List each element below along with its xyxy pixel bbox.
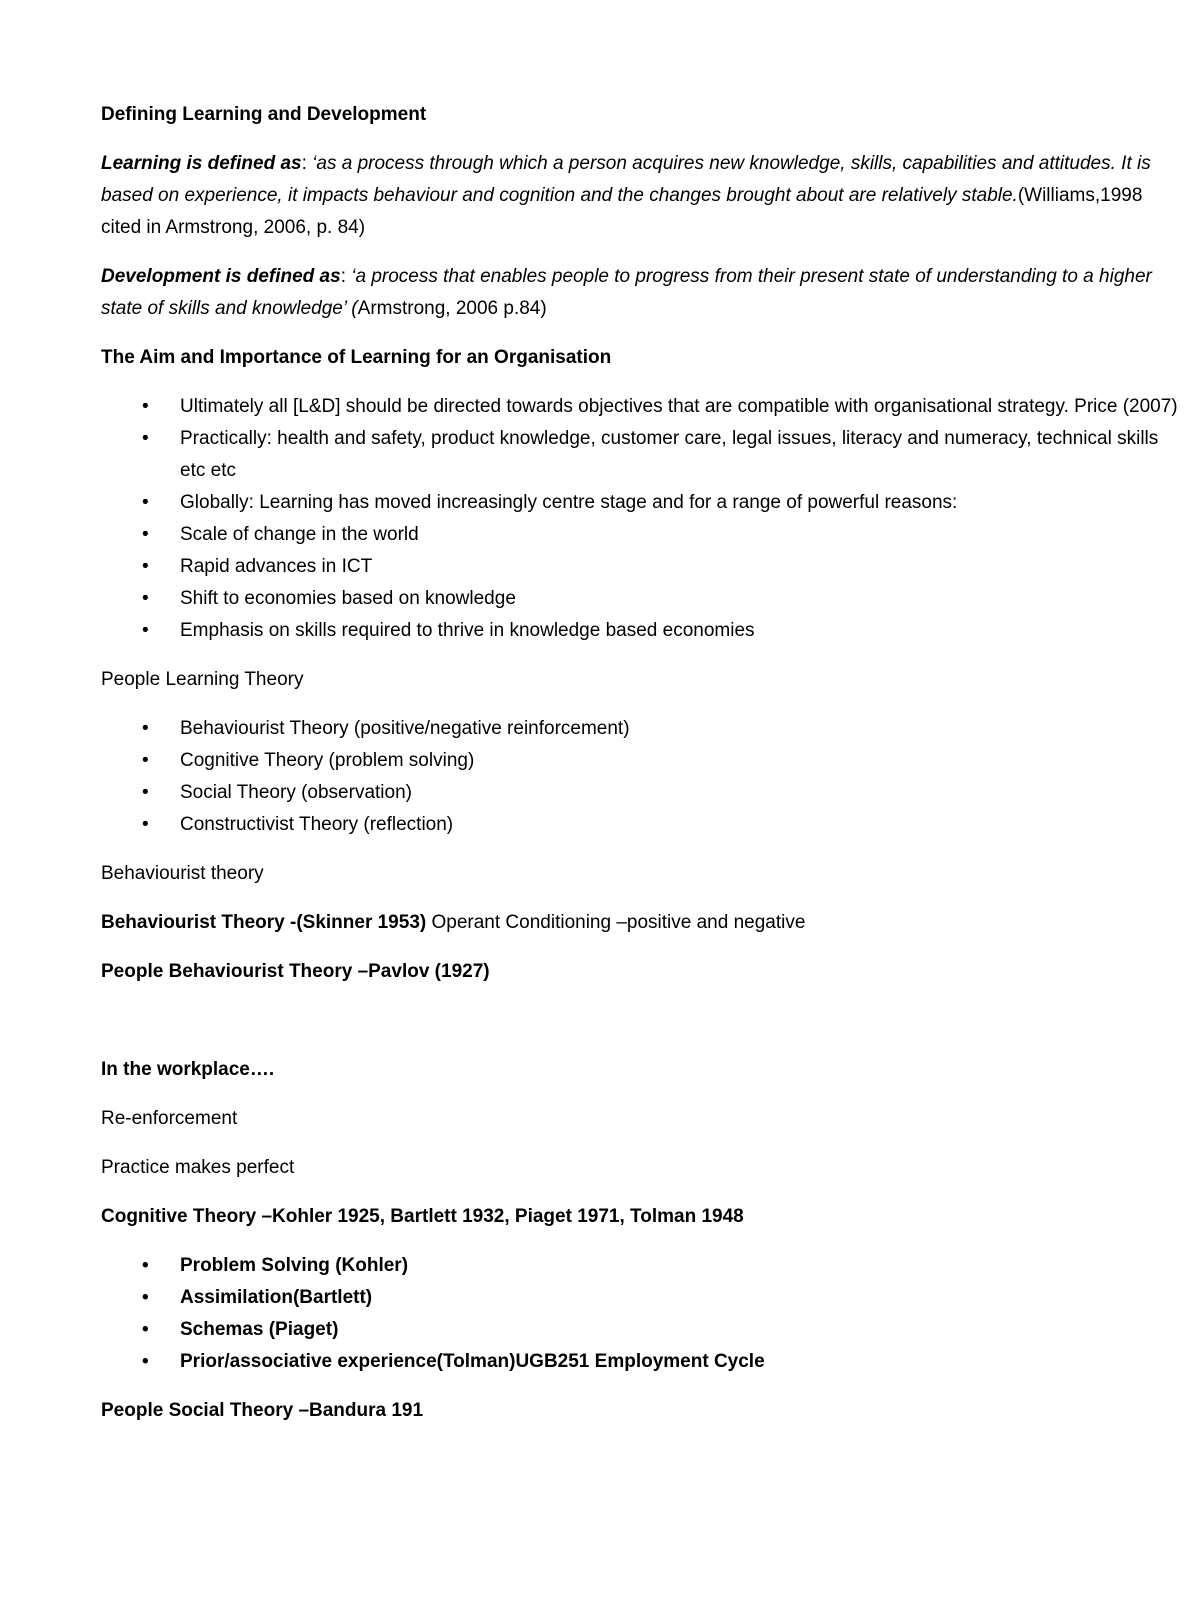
list-item-text: Ultimately all [L&D] should be directed towards objectives that are compatible with organisational strategy. Price (2007) bbox=[180, 396, 1178, 417]
development-quote: ‘a process that enables people to progress from their present state of understanding to a higher state of skills and knowledge’ ( bbox=[101, 266, 1152, 319]
aim-list bbox=[101, 391, 1181, 647]
people-learning-heading: People Learning Theory bbox=[101, 669, 304, 690]
list-item-text: Globally: Learning has moved increasingly centre stage and for a range of powerful reasons: bbox=[180, 492, 958, 513]
list-item bbox=[101, 423, 1181, 487]
cognitive-list bbox=[101, 1250, 1181, 1378]
learning-definition bbox=[101, 148, 1181, 244]
development-label: Development is defined as bbox=[101, 266, 341, 287]
bullet-icon: • bbox=[142, 814, 149, 835]
reenforcement-line: Re-enforcement bbox=[101, 1108, 238, 1129]
bullet-icon: • bbox=[142, 1351, 149, 1372]
list-item bbox=[101, 1314, 1181, 1346]
skinner-line bbox=[101, 907, 1181, 939]
pavlov-line: People Behaviourist Theory –Pavlov (1927) bbox=[101, 961, 490, 982]
list-item bbox=[101, 519, 1181, 551]
behaviourist-heading: Behaviourist theory bbox=[101, 863, 264, 884]
bullet-icon: • bbox=[142, 492, 149, 513]
bullet-icon: • bbox=[142, 1319, 149, 1340]
list-item bbox=[101, 1250, 1181, 1282]
list-item bbox=[101, 1282, 1181, 1314]
practice-line: Practice makes perfect bbox=[101, 1157, 295, 1178]
list-item bbox=[101, 583, 1181, 615]
learning-citation: (Williams,1998 cited in Armstrong, 2006, p. 84) bbox=[101, 185, 1143, 238]
bullet-icon: • bbox=[142, 718, 149, 739]
learning-quote: ‘as a process through which a person acquires new knowledge, skills, capabilities and attitudes. It is based on experience, it impacts behaviour and cognition and the changes brought about are relatively stable. bbox=[101, 153, 1151, 206]
development-colon: : bbox=[340, 266, 352, 287]
list-item bbox=[101, 487, 1181, 519]
blank-spacer bbox=[101, 1005, 1181, 1054]
bullet-icon: • bbox=[142, 428, 149, 449]
list-item bbox=[101, 391, 1181, 423]
development-citation: Armstrong, 2006 p.84) bbox=[357, 298, 547, 319]
list-item-text: Constructivist Theory (reflection) bbox=[180, 814, 454, 835]
list-item-text: Problem Solving (Kohler) bbox=[180, 1255, 409, 1276]
list-item-text: Behaviourist Theory (positive/negative reinforcement) bbox=[180, 718, 630, 739]
list-item-text: Cognitive Theory (problem solving) bbox=[180, 750, 475, 771]
workplace-heading: In the workplace…. bbox=[101, 1059, 275, 1080]
cognitive-heading: Cognitive Theory –Kohler 1925, Bartlett 1932, Piaget 1971, Tolman 1948 bbox=[101, 1206, 744, 1227]
bullet-icon: • bbox=[142, 588, 149, 609]
bullet-icon: • bbox=[142, 396, 149, 417]
bullet-icon: • bbox=[142, 620, 149, 641]
bullet-icon: • bbox=[142, 782, 149, 803]
list-item bbox=[101, 615, 1181, 647]
learning-colon: : bbox=[301, 153, 313, 174]
bullet-icon: • bbox=[142, 1255, 149, 1276]
list-item-text: Shift to economies based on knowledge bbox=[180, 588, 516, 609]
list-item bbox=[101, 713, 1181, 745]
theory-list bbox=[101, 713, 1181, 841]
skinner-normal: Operant Conditioning –positive and negative bbox=[426, 912, 806, 933]
skinner-bold: Behaviourist Theory -(Skinner 1953) bbox=[101, 912, 427, 933]
social-heading: People Social Theory –Bandura 191 bbox=[101, 1400, 424, 1421]
list-item bbox=[101, 809, 1181, 841]
page-heading: Defining Learning and Development bbox=[101, 104, 427, 125]
list-item-text: Scale of change in the world bbox=[180, 524, 419, 545]
bullet-icon: • bbox=[142, 1287, 149, 1308]
bullet-icon: • bbox=[142, 556, 149, 577]
aim-heading: The Aim and Importance of Learning for an Organisation bbox=[101, 347, 612, 368]
list-item bbox=[101, 1346, 1181, 1378]
list-item bbox=[101, 745, 1181, 777]
list-item-text: Schemas (Piaget) bbox=[180, 1319, 339, 1340]
list-item-text: Social Theory (observation) bbox=[180, 782, 412, 803]
list-item-text: Prior/associative experience(Tolman)UGB251 Employment Cycle bbox=[180, 1351, 765, 1372]
list-item-text: Emphasis on skills required to thrive in knowledge based economies bbox=[180, 620, 755, 641]
development-definition bbox=[101, 261, 1181, 325]
list-item bbox=[101, 777, 1181, 809]
document-body bbox=[101, 99, 1181, 1444]
bullet-icon: • bbox=[142, 750, 149, 771]
bullet-icon: • bbox=[142, 524, 149, 545]
list-item-text: Rapid advances in ICT bbox=[180, 556, 373, 577]
list-item-text: Practically: health and safety, product knowledge, customer care, legal issues, literacy and numeracy, technical skills etc etc bbox=[180, 428, 1159, 481]
list-item-text: Assimilation(Bartlett) bbox=[180, 1287, 373, 1308]
learning-label: Learning is defined as bbox=[101, 153, 302, 174]
list-item bbox=[101, 551, 1181, 583]
